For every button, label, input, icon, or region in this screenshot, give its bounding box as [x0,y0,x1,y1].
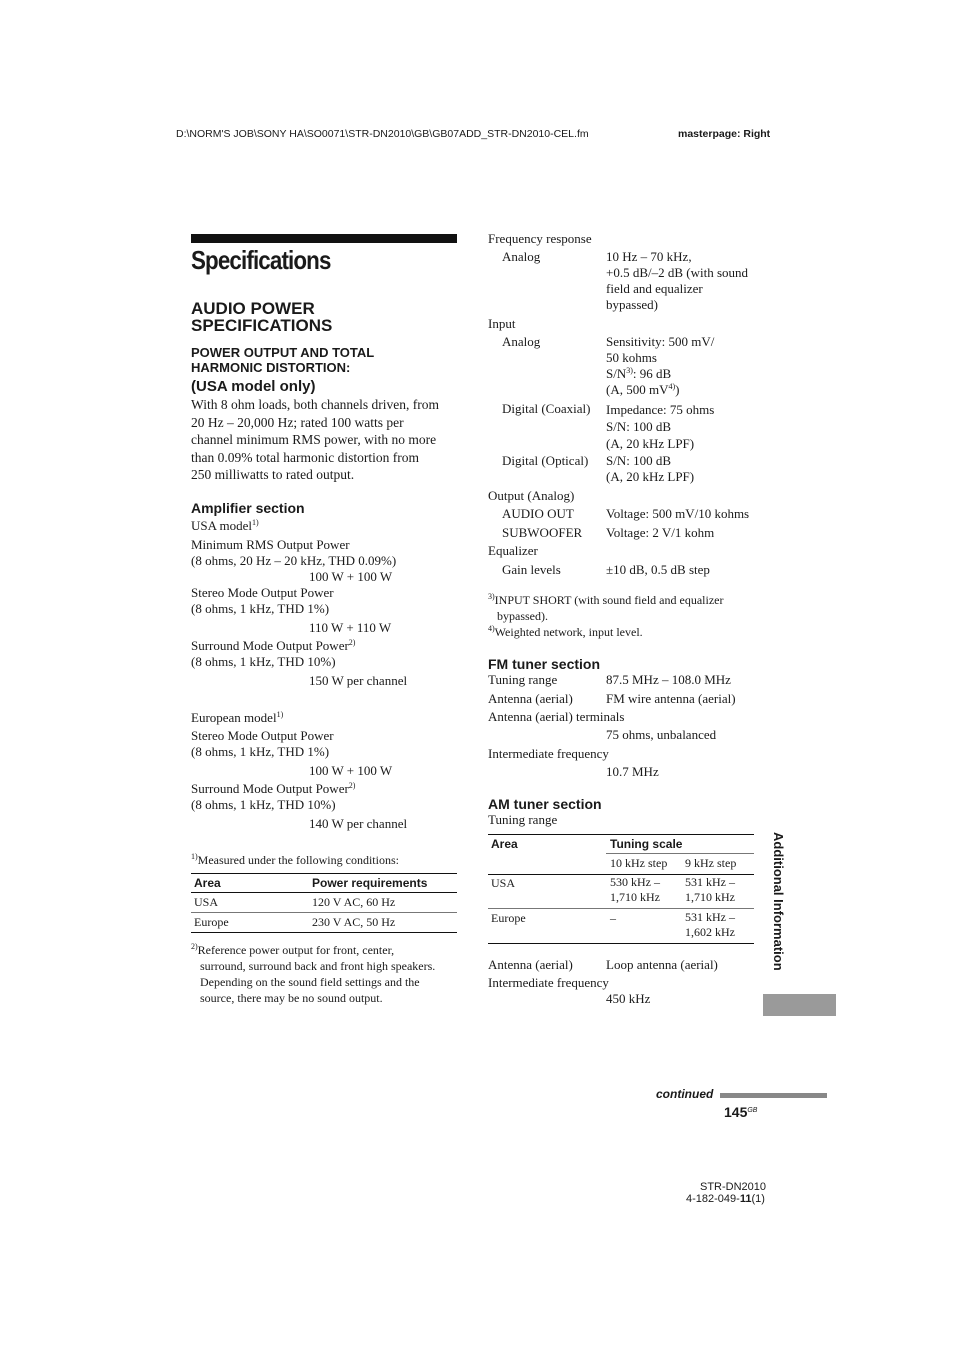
digital-optical-value: S/N: 100 dB (A, 20 kHz LPF) [606,453,695,484]
audio-out-value: Voltage: 500 mV/10 kohms [606,506,750,521]
table-cell: – [610,911,616,925]
power-output-heading: POWER OUTPUT AND TOTAL HARMONIC DISTORTION: [191,345,375,375]
freq-analog-value: 10 Hz – 70 kHz, +0.5 dB/–2 dB (with sound field and equalizer bypassed) [606,249,749,312]
title-bar [191,234,457,243]
table-rule [191,912,457,913]
am-antenna-label: Antenna (aerial) [488,957,573,972]
document-code: 4-182-049-11(1) [686,1193,765,1205]
am-table-header-area: Area [491,837,518,851]
usa-stereo-label: Stereo Mode Output Power [191,585,334,600]
am-table-header-scale: Tuning scale [610,837,683,851]
am-tuning-label: Tuning range [488,812,558,827]
min-rms-label: Minimum RMS Output Power [191,537,350,552]
european-model-label: European model$^{1)}$ [191,710,284,725]
am-antenna-value: Loop antenna (aerial) [606,957,718,972]
continued-bar [720,1093,827,1098]
footnote-1: $^{1)}$Measured under the following conditions: [191,852,399,867]
table-cell: 120 V AC, 60 Hz [312,895,396,909]
page-number: $145^{GB}$ [724,1104,758,1120]
min-rms-condition: (8 ohms, 20 Hz – 20 kHz, THD 0.09%) [191,553,397,568]
usa-surround-label: Surround Mode Output Power$^{2)}$ [191,638,356,653]
fm-if-value: 10.7 MHz [606,764,659,779]
table-cell: 530 kHz – 1,710 kHz [610,875,660,904]
am-tuner-heading: AM tuner section [488,796,602,812]
table-cell: Europe [491,911,526,925]
fm-tuning-label: Tuning range [488,672,558,687]
eu-surround-condition: (8 ohms, 1 kHz, THD 10%) [191,797,336,812]
usa-only-heading: (USA model only) [191,378,316,395]
eu-stereo-value: 100 W + 100 W [309,763,393,778]
table-rule [191,873,457,874]
table-rule [606,853,754,854]
model-number: STR-DN2010 [700,1181,767,1193]
input-label: Input [488,316,516,331]
file-path: D:\NORM'S JOB\SONY HA\SO0071\STR-DN2010\GB\GB07ADD_STR-DN2010-CEL.fm [176,128,589,140]
table-rule [191,932,457,933]
min-rms-value: 100 W + 100 W [309,569,393,584]
footnote-2: $^{2)}$Reference power output for front, center, surround, surround back and front high speakers. Depending on the sound field settings and the source, there may be no sound output. [191,942,436,1005]
side-tab-label: Additional Information [771,832,786,971]
fm-antenna-value: FM wire antenna (aerial) [606,691,736,706]
table-cell: 531 kHz – 1,602 kHz [685,910,735,939]
gain-levels-value: ±10 dB, 0.5 dB step [606,562,710,577]
a500-value: (A, 500 $mV^{4)}$) [606,382,680,397]
usa-surround-value: 150 W per channel [309,673,408,688]
am-if-value: 450 kHz [606,991,651,1006]
am-table-sub-9khz: 9 kHz step [685,856,737,870]
table-header-power: Power requirements [312,876,428,890]
input-analog-label: Analog [502,334,541,349]
footnote-4: $^{4)}$Weighted network, input level. [488,624,643,639]
eu-surround-label: Surround Mode Output Power$^{2)}$ [191,781,356,796]
table-rule [488,943,754,944]
power-paragraph: With 8 ohm loads, both channels driven, from 20 Hz – 20,000 Hz; rated 100 watts per channel minimum RMS power, with no more than 0.09% total harmonic distortion from 250 milliwatts to rated output. [191,397,440,482]
usa-surround-condition: (8 ohms, 1 kHz, THD 10%) [191,654,336,669]
continued-label: continued [656,1087,714,1101]
am-if-label: Intermediate frequency [488,975,609,990]
table-cell: Europe [194,915,229,929]
audio-out-label: AUDIO OUT [502,506,574,521]
side-tab-marker [763,994,836,1016]
table-cell: USA [194,895,219,909]
digital-coaxial-value: Impedance: 75 ohms S/N: 100 dB (A, 20 kHz LPF) [606,402,715,451]
sn-value: $S/N^{3)}$: 96 dB [606,366,672,381]
masterpage-label: masterpage: Right [678,128,771,140]
equalizer-label: Equalizer [488,543,538,558]
table-cell: 531 kHz – 1,710 kHz [685,875,735,904]
fm-terminals-label: Antenna (aerial) terminals [488,709,625,724]
subwoofer-label: SUBWOOFER [502,525,583,540]
freq-analog-label: Analog [502,249,541,264]
usa-stereo-value: 110 W + 110 W [309,620,392,635]
subwoofer-value: Voltage: 2 V/1 kohm [606,525,715,540]
eu-stereo-condition: (8 ohms, 1 kHz, THD 1%) [191,744,330,759]
sensitivity-value: Sensitivity: 500 mV/ [606,334,715,349]
usa-model-label: USA model$^{1)}$ [191,518,259,533]
footnote-3: $^{3)}$INPUT SHORT (with sound field and equalizer bypassed). [488,592,724,623]
audio-power-heading: AUDIO POWER SPECIFICATIONS [191,299,333,335]
fm-if-label: Intermediate frequency [488,746,609,761]
fm-antenna-label: Antenna (aerial) [488,691,573,706]
freq-response-label: Frequency response [488,231,592,246]
fm-tuning-value: 87.5 MHz – 108.0 MHz [606,672,731,687]
table-header-area: Area [194,876,221,890]
gain-levels-label: Gain levels [502,562,561,577]
digital-optical-label: Digital (Optical) [502,453,589,468]
am-table-sub-10khz: 10 kHz step [610,856,668,870]
table-rule [191,892,457,893]
table-cell: USA [491,876,516,890]
table-cell: 230 V AC, 50 Hz [312,915,396,929]
fm-tuner-heading: FM tuner section [488,656,601,672]
digital-coaxial-label: Digital (Coaxial) [502,401,591,416]
amplifier-heading: Amplifier section [191,500,305,516]
table-rule [488,834,754,835]
usa-stereo-condition: (8 ohms, 1 kHz, THD 1%) [191,601,330,616]
page-title: Specifications [191,245,331,275]
eu-surround-value: 140 W per channel [309,816,408,831]
fm-terminals-value: 75 ohms, unbalanced [606,727,717,742]
output-analog-label: Output (Analog) [488,488,575,503]
table-rule [488,908,754,909]
sensitivity-impedance: 50 kohms [606,350,657,365]
eu-stereo-label: Stereo Mode Output Power [191,728,334,743]
